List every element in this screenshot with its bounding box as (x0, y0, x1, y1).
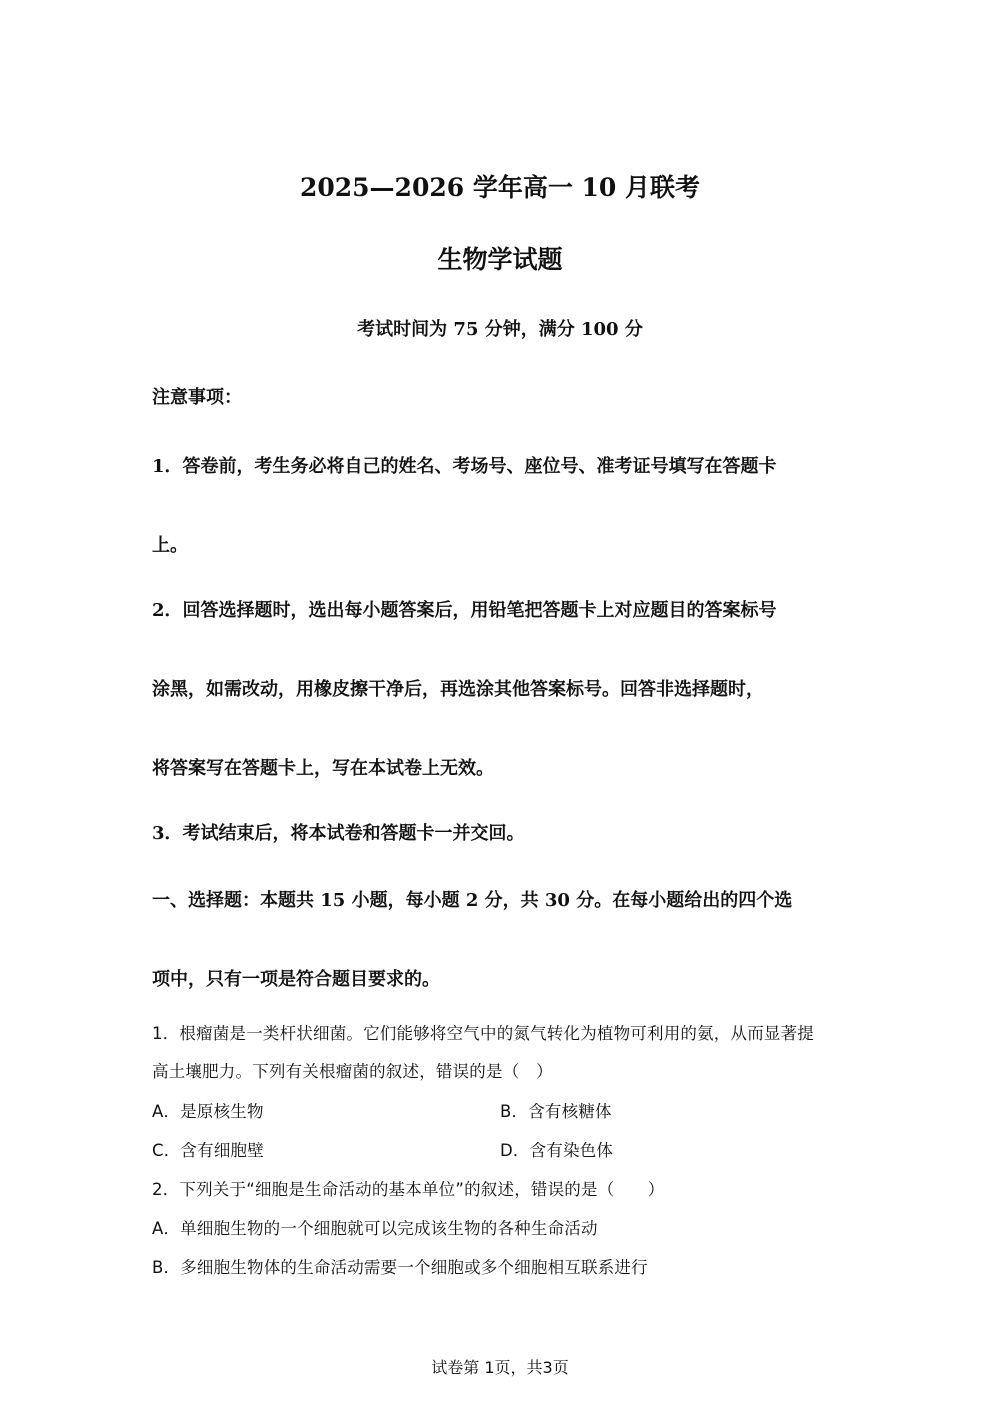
exam-info: 考试时间为 75 分钟，满分 100 分 (357, 319, 643, 340)
subject-title: 生物学试题 (437, 245, 563, 274)
exam-title: 2025—2026 学年高一 10 月联考 (299, 173, 701, 202)
notice-heading: 注意事项： (152, 387, 242, 408)
question-2-option-a: A．单细胞生物的一个细胞就可以完成该生物的各种生命活动 (152, 1219, 598, 1238)
notice-item-1-line-2: 上。 (152, 535, 188, 556)
question-1-stem-line-1: 1．根瘤菌是一类杆状细菌。它们能够将空气中的氮气转化为植物可利用的氨，从而显著提 (152, 1024, 814, 1043)
notice-item-3: 3．考试结束后，将本试卷和答题卡一并交回。 (152, 823, 525, 844)
notice-item-2-line-3: 将答案写在答题卡上，写在本试卷上无效。 (152, 758, 494, 779)
question-1-option-c: C．含有细胞壁 (152, 1141, 264, 1160)
notice-item-2-line-1: 2．回答选择题时，选出每小题答案后，用铅笔把答题卡上对应题目的答案标号 (152, 600, 777, 621)
question-1-option-d: D．含有染色体 (500, 1141, 614, 1160)
notice-item-1-line-1: 1．答卷前，考生务必将自己的姓名、考场号、座位号、准考证号填写在答题卡 (152, 456, 777, 477)
notice-item-2-line-2: 涂黑，如需改动，用橡皮擦干净后，再选涂其他答案标号。回答非选择题时， (152, 679, 764, 700)
section-heading-line-2: 项中，只有一项是符合题目要求的。 (152, 969, 440, 990)
question-1-option-b: B．含有核糖体 (500, 1102, 612, 1121)
question-1-stem-line-2: 高土壤肥力。下列有关根瘤菌的叙述，错误的是（ ） (152, 1062, 553, 1081)
page-footer: 试卷第 1页，共3页 (431, 1358, 569, 1377)
section-heading-line-1: 一、选择题：本题共 15 小题，每小题 2 分，共 30 分。在每小题给出的四个选 (152, 890, 793, 911)
question-2-stem: 2．下列关于“细胞是生命活动的基本单位”的叙述，错误的是（ ） (152, 1180, 665, 1199)
question-1-option-a: A．是原核生物 (152, 1102, 264, 1121)
question-2-option-b: B．多细胞生物体的生命活动需要一个细胞或多个细胞相互联系进行 (152, 1258, 648, 1277)
